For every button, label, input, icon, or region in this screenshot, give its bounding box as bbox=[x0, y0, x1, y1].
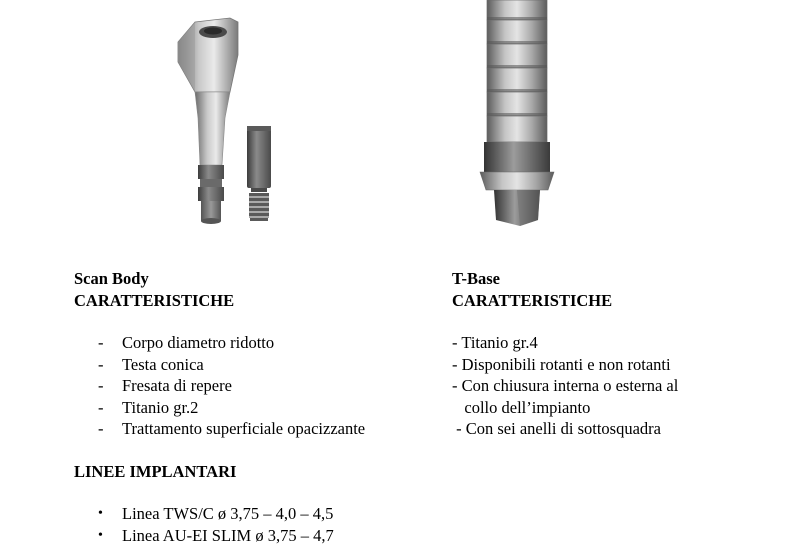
t-base-section bbox=[452, 268, 782, 440]
feature-text: Fresata di repere bbox=[122, 376, 232, 395]
list-item bbox=[74, 354, 444, 376]
list-item bbox=[74, 375, 444, 397]
scan-body-image bbox=[150, 0, 310, 240]
implant-line-text: Linea TWS/C ø 3,75 – 4,0 – 4,5 bbox=[122, 504, 333, 523]
feature-text: Testa conica bbox=[122, 355, 204, 374]
feature-text: Titanio gr.2 bbox=[122, 398, 198, 417]
dash-marker: - bbox=[98, 418, 104, 440]
scan-body-section bbox=[74, 268, 444, 546]
list-item: - Con chiusura interna o esterna al bbox=[452, 375, 782, 397]
implant-lines-list bbox=[74, 503, 444, 546]
implant-line-text: Linea AU-EI SLIM ø 3,75 – 4,7 bbox=[122, 526, 334, 545]
t-base-drawing bbox=[460, 0, 580, 240]
list-item bbox=[74, 332, 444, 354]
implant-lines-heading: LINEE IMPLANTARI bbox=[74, 461, 444, 483]
list-item: - Titanio gr.4 bbox=[452, 332, 782, 354]
bullet-marker: • bbox=[98, 525, 103, 546]
list-item: collo dell’impianto bbox=[452, 397, 782, 419]
list-item bbox=[74, 503, 444, 525]
feature-text: Corpo diametro ridotto bbox=[122, 333, 274, 352]
t-base-features-heading: CARATTERISTICHE bbox=[452, 290, 782, 312]
list-item: - Con sei anelli di sottosquadra bbox=[452, 418, 782, 440]
scan-body-title: Scan Body bbox=[74, 268, 444, 290]
list-item: - Disponibili rotanti e non rotanti bbox=[452, 354, 782, 376]
t-base-features-list bbox=[452, 332, 782, 440]
dash-marker: - bbox=[98, 354, 104, 376]
t-base-image bbox=[460, 0, 580, 240]
feature-text: Trattamento superficiale opacizzante bbox=[122, 419, 365, 438]
scan-body-drawing bbox=[150, 0, 310, 240]
bullet-marker: • bbox=[98, 503, 103, 525]
list-item bbox=[74, 418, 444, 440]
dash-marker: - bbox=[98, 375, 104, 397]
dash-marker: - bbox=[98, 332, 104, 354]
list-item bbox=[74, 397, 444, 419]
list-item bbox=[74, 525, 444, 546]
scan-body-features-heading: CARATTERISTICHE bbox=[74, 290, 444, 312]
t-base-title: T-Base bbox=[452, 268, 782, 290]
dash-marker: - bbox=[98, 397, 104, 419]
scan-body-features-list bbox=[74, 332, 444, 440]
